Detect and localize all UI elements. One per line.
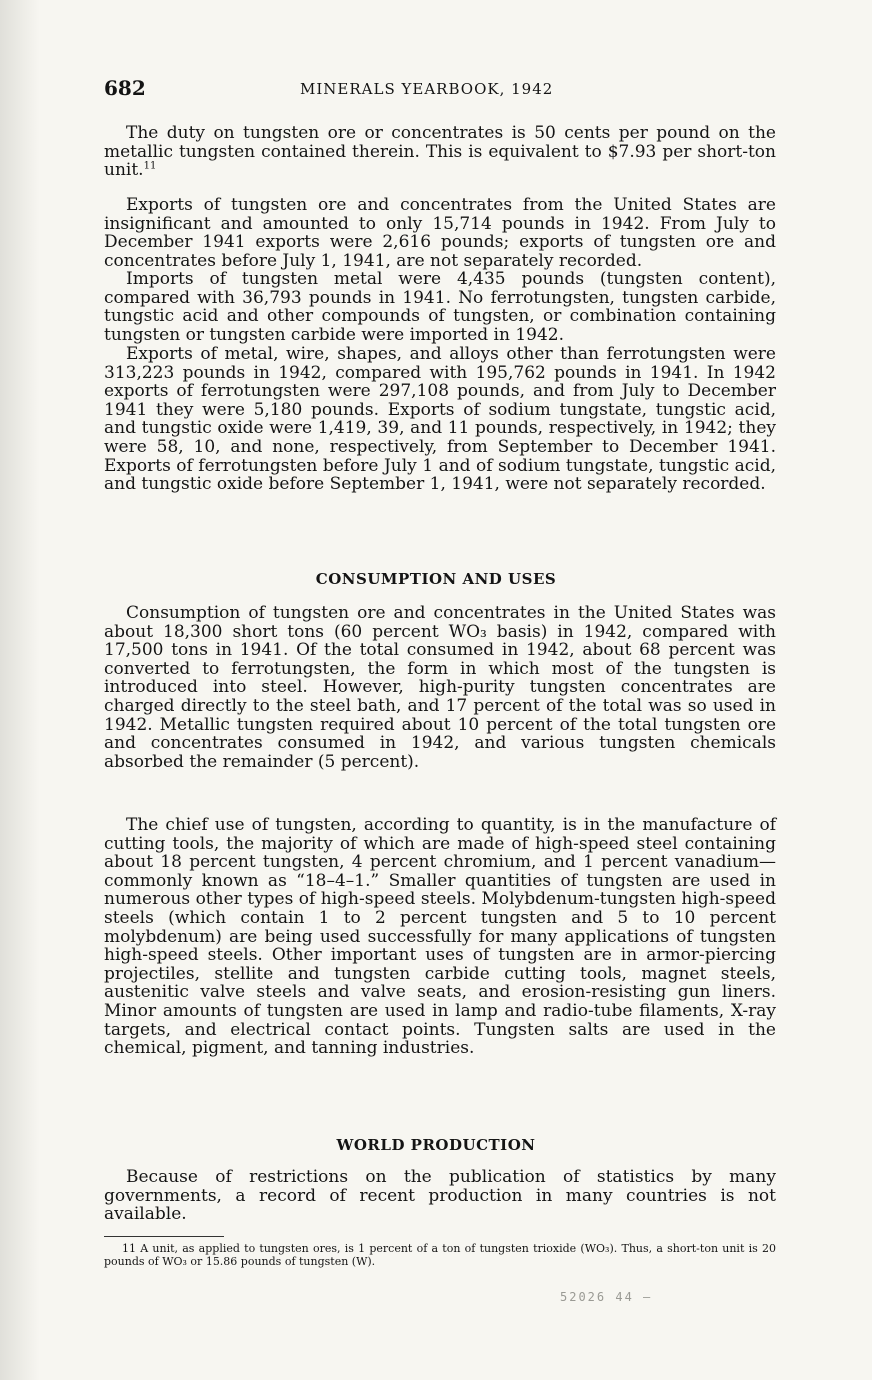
footnote-reference: 11 [143, 160, 157, 172]
paragraph-consumption: Consumption of tungsten ore and concentrates in the United States was about 18,300 short tons (60 percent WO₃ basis) in 1942, compared with 17,500 tons in 1941. Of the total consumed in 1942, about 68 percent was converted to ferrotungsten, the form in which most of the tungsten is introduced into steel. However, high-purity tungsten concentrates are charged directly to the steel bath, and 17 percent of the total was so used in 1942. Metallic tungsten required about 10 percent of the total tungsten ore and concentrates consumed in 1942, and various tungsten chemicals absorbed the remainder (5 percent). [104, 603, 776, 772]
paragraph-imports: Imports of tungsten metal were 4,435 pounds (tungsten content), compared with 36,793 pounds in 1941. No ferrotungsten, tungsten carbide, tungstic acid and other compounds of tungsten, or combination containing tungsten or tungsten carbide were imported in 1942. [104, 269, 776, 345]
paragraph-world-production: Because of restrictions on the publication of statistics by many governments, a record of recent production in many countries is not available. [104, 1167, 776, 1225]
paragraph-duty [104, 124, 776, 180]
page-number: 682 [104, 76, 146, 100]
heading-world-production: WORLD PRODUCTION [336, 1136, 536, 1154]
page-header [104, 76, 776, 106]
printer-stamp: 52026 44 — [560, 1290, 653, 1304]
heading-consumption-and-uses: CONSUMPTION AND USES [315, 570, 557, 588]
paragraph-duty-text: The duty on tungsten ore or concentrates is 50 cents per pound on the metallic tungsten contained therein. This is equivalent to $7.93 per short-ton unit. [104, 123, 776, 181]
running-title: MINERALS YEARBOOK, 1942 [300, 80, 554, 98]
paragraph-exports-metal: Exports of metal, wire, shapes, and alloys other than ferrotungsten were 313,223 pounds in 1942, compared with 195,762 pounds in 1941. In 1942 exports of ferrotungsten were 297,108 pounds, and from July to December 1941 they were 5,180 pounds. Exports of sodium tungstate, tungstic acid, and tungstic oxide were 1,419, 39, and 11 pounds, respectively, in 1942; they were 58, 10, and none, respectively, from September to December 1941. Exports of ferrotungsten before July 1 and of sodium tungstate, tungstic acid, and tungstic oxide before September 1, 1941, were not separately recorded. [104, 344, 776, 495]
footnote: 11 A unit, as applied to tungsten ores, is 1 percent of a ton of tungsten trioxide (WO₃). Thus, a short-ton unit is 20 pounds of WO₃ or 15.86 pounds of tungsten (W). [104, 1242, 776, 1268]
footnote-rule [104, 1236, 224, 1237]
scan-edge-shadow [0, 0, 40, 1380]
paragraph-exports-ore: Exports of tungsten ore and concentrates from the United States are insignificant and amounted to only 15,714 pounds in 1942. From July to December 1941 exports were 2,616 pounds; exports of tungsten ore and concentrates before July 1, 1941, are not separately recorded. [104, 195, 776, 271]
paragraph-uses: The chief use of tungsten, according to quantity, is in the manufacture of cutting tools, the majority of which are made of high-speed steel containing about 18 percent tungsten, 4 percent chromium, and 1 percent vanadium—commonly known as “18–4–1.” Smaller quantities of tungsten are used in numerous other types of high-speed steels. Molybdenum-tungsten high-speed steels (which contain 1 to 2 percent tungsten and 5 to 10 percent molybdenum) are being used successfully for many applications of tungsten high-speed steels. Other important uses of tungsten are in armor-piercing projectiles, stellite and tungsten carbide cutting tools, magnet steels, austenitic valve steels and valve seats, and erosion-resisting gun liners. Minor amounts of tungsten are used in lamp and radio-tube filaments, X-ray targets, and electrical contact points. Tungsten salts are used in the chemical, pigment, and tanning industries. [104, 815, 776, 1059]
